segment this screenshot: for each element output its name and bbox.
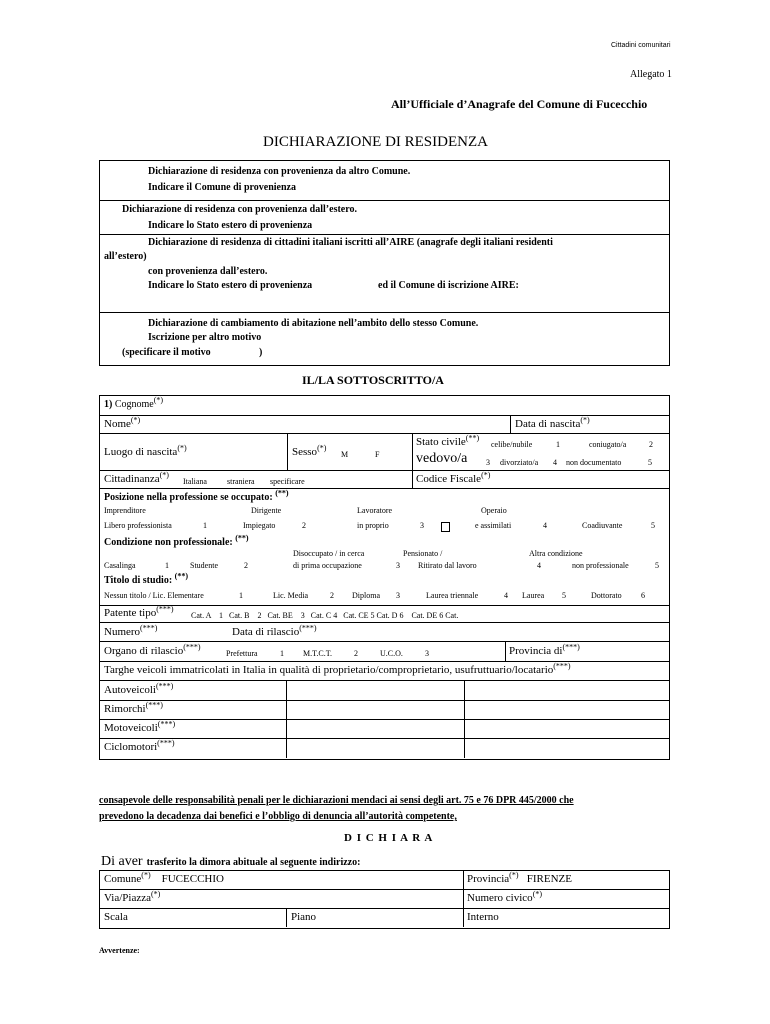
row-line (99, 433, 669, 434)
row-line (99, 605, 669, 606)
code: 5 (648, 458, 652, 467)
opt-lic-media[interactable]: Lic. Media (273, 591, 309, 600)
option-text: ) (259, 347, 263, 358)
opt-lavoratore[interactable]: Lavoratore (357, 506, 393, 515)
option-text: Indicare lo Stato estero di provenienza (148, 280, 313, 291)
col-line (286, 680, 287, 758)
opt-studente[interactable]: Studente (190, 561, 218, 570)
opt-laurea[interactable]: Laurea (522, 591, 545, 600)
dichiara-heading: D I C H I A R A (344, 832, 434, 844)
posizione-label: Posizione nella professione se occupato: (**) (104, 488, 289, 503)
checkbox-icon[interactable] (441, 518, 450, 536)
addressee: All’Ufficiale d’Anagrafe del Comune di Fucecchio (391, 97, 648, 111)
code: 3 (396, 591, 400, 600)
option-text: Indicare il Comune di provenienza (148, 182, 296, 193)
patente-label: Patente tipo(***) (104, 604, 174, 619)
option-estero[interactable]: Dichiarazione di residenza con provenienza dall’estero. (122, 204, 357, 215)
row-line (99, 889, 669, 890)
luogo-nascita-label: Luogo di nascita(*) (104, 443, 187, 458)
code: 4 (504, 591, 508, 600)
code: 5 (562, 591, 566, 600)
row-line (99, 488, 669, 489)
opt-celibe[interactable]: celibe/nubile (491, 440, 533, 449)
row-line (99, 738, 669, 739)
option-cambio-abitazione[interactable]: Dichiarazione di cambiamento di abitazione nell’ambito dello stesso Comune. (148, 318, 479, 329)
opt-disoccupato[interactable]: Disoccupato / in cerca (293, 549, 365, 558)
numero-label: Numero(***) (104, 623, 158, 638)
opt-mctc[interactable]: M.T.C.T. (303, 649, 333, 658)
code: 5 (655, 561, 659, 570)
col-line (505, 641, 506, 661)
opt-imprenditore[interactable]: Imprenditore (104, 506, 146, 515)
via-field[interactable]: Via/Piazza(*) (104, 889, 161, 904)
divider (99, 200, 669, 201)
provincia-field[interactable]: Provincia(*) FIRENZE (467, 870, 572, 885)
code: 4 (543, 521, 547, 530)
row-line (99, 470, 669, 471)
row-line (99, 908, 669, 909)
code: 1 (239, 591, 243, 600)
opt-operaio[interactable]: Operaio (481, 506, 507, 515)
col-line (464, 680, 465, 758)
col-line (412, 433, 413, 488)
option-text: (specificare il motivo (122, 347, 211, 358)
cittadinanza-label: Cittadinanza(*) (104, 470, 169, 485)
data-nascita-label: Data di nascita(*) (515, 415, 590, 430)
opt-assimilati: e assimilati (475, 521, 512, 530)
numero-civico-field[interactable]: Numero civico(*) (467, 889, 543, 904)
col-line (463, 870, 464, 927)
provincia-rilascio-label: Provincia di(***) (509, 642, 580, 657)
consapevole-line1: consapevole delle responsabilità penali per le dichiarazioni mendaci ai sensi degli art. 75 e 76 DPR 445/2000 che (99, 795, 574, 806)
sesso-label: Sesso(*) (292, 443, 327, 458)
code: 4 (537, 561, 541, 570)
allegato-label: Allegato 1 (630, 69, 672, 80)
patente-types[interactable]: Cat. A 1 Cat. B 2 Cat. BE 3 Cat. C 4 Cat. CE 5 Cat. D 6 Cat. DE 6 Cat. (191, 611, 459, 620)
code: 2 (649, 440, 653, 449)
code: 2 (330, 591, 334, 600)
option-altro-comune[interactable]: Dichiarazione di residenza con provenienza da altro Comune. (148, 166, 411, 177)
opt-coadiuvante[interactable]: Coadiuvante (582, 521, 623, 530)
option-text: ed il Comune di iscrizione AIRE: (378, 280, 519, 291)
option-text: Indicare lo Stato estero di provenienza (148, 220, 313, 231)
code: 3 (420, 521, 424, 530)
col-line (287, 433, 288, 470)
di-aver-line: Di aver trasferito la dimora abituale al seguente indirizzo: (101, 854, 361, 869)
code: 3 (486, 458, 490, 467)
targhe-label: Targhe veicoli immatricolati in Italia in qualità di proprietario/comproprietario, usufruttuario/locatario(***) (104, 661, 571, 676)
interno-field[interactable]: Interno (467, 911, 499, 923)
titolo-label: Titolo di studio: (**) (104, 571, 188, 586)
opt-impiegato[interactable]: Impiegato (243, 521, 276, 530)
page-title: DICHIARAZIONE DI RESIDENZA (263, 134, 488, 150)
scala-field[interactable]: Scala (104, 911, 128, 923)
opt-non-documentato[interactable]: non documentato (566, 458, 622, 467)
opt-nessun-titolo[interactable]: Nessun titolo / Lic. Elementare (104, 591, 204, 600)
opt-laurea-triennale[interactable]: Laurea triennale (426, 591, 479, 600)
data-rilascio-label: Data di rilascio(***) (232, 623, 317, 638)
option-altro-motivo[interactable]: Iscrizione per altro motivo (148, 332, 262, 343)
sesso-m[interactable]: M (341, 450, 349, 459)
row-line (99, 719, 669, 720)
specificare-label: specificare (270, 477, 305, 486)
code: 1 (556, 440, 560, 449)
ciclomotori-label: Ciclomotori(***) (104, 738, 175, 753)
codice-fiscale-label: Codice Fiscale(*) (416, 470, 491, 485)
organo-label: Organo di rilascio(***) (104, 642, 201, 657)
row-line (99, 661, 669, 662)
code: 2 (354, 649, 358, 658)
comune-field[interactable]: Comune(*) FUCECCHIO (104, 870, 224, 885)
motoveicoli-label: Motoveicoli(***) (104, 719, 176, 734)
code: 1 (165, 561, 169, 570)
piano-field[interactable]: Piano (291, 911, 317, 923)
category-label: Cittadini comunitari (611, 42, 671, 49)
rimorchi-label: Rimorchi(***) (104, 700, 163, 715)
opt-uco[interactable]: U.C.O. (380, 649, 403, 658)
opt-italiana[interactable]: Italiana (183, 477, 207, 486)
stato-civile-label: Stato civile(**) (416, 433, 480, 448)
option-text: all’estero) (104, 251, 147, 262)
condizione-label: Condizione non professionale: (**) (104, 533, 249, 548)
consapevole-line2: prevedono la decadenza dai benefici e l’obbligo di denuncia all’autorità competente, (99, 811, 457, 822)
opt-vedovo[interactable]: vedovo/a (416, 451, 468, 466)
row-line (99, 680, 669, 681)
code: 3 (425, 649, 429, 658)
code: 2 (244, 561, 248, 570)
opt-diploma[interactable]: Diploma (352, 591, 380, 600)
opt-pensionato[interactable]: Pensionato / (403, 549, 443, 558)
opt-casalinga[interactable]: Casalinga (104, 561, 136, 570)
opt-divorziato[interactable]: divorziato/a (500, 458, 539, 467)
autoveicoli-label: Autoveicoli(***) (104, 681, 174, 696)
code: 6 (641, 591, 645, 600)
opt-text: di prima occupazione (293, 561, 362, 570)
avvertenze-label: Avvertenze: (99, 946, 140, 955)
opt-altra-condizione[interactable]: Altra condizione (529, 549, 583, 558)
code: 4 (553, 458, 557, 467)
opt-dottorato[interactable]: Dottorato (591, 591, 622, 600)
option-text: con provenienza dall’estero. (148, 266, 268, 277)
code: 5 (651, 521, 655, 530)
code: 1 (280, 649, 284, 658)
row-line (99, 700, 669, 701)
nome-label: Nome(*) (104, 415, 141, 430)
opt-libero-professionista[interactable]: Libero professionista (104, 521, 172, 530)
row-line (99, 622, 669, 623)
col-line (510, 415, 511, 433)
divider (99, 312, 669, 313)
code: 1 (203, 521, 207, 530)
cognome-label: 1) Cognome(*) (104, 395, 164, 410)
code: 2 (302, 521, 306, 530)
sesso-f[interactable]: F (375, 450, 380, 459)
section-title: IL/LA SOTTOSCRITTO/A (302, 373, 444, 387)
option-aire[interactable]: Dichiarazione di residenza di cittadini italiani iscritti all’AIRE (anagrafe degli italiani residenti (148, 237, 553, 248)
col-line (286, 908, 287, 927)
opt-straniera[interactable]: straniera (227, 477, 255, 486)
opt-text: non professionale (572, 561, 629, 570)
opt-text: Ritirato dal lavoro (418, 561, 477, 570)
opt-coniugato[interactable]: coniugato/a (589, 440, 627, 449)
opt-in-proprio: in proprio (357, 521, 389, 530)
opt-dirigente[interactable]: Dirigente (251, 506, 282, 515)
divider (99, 234, 669, 235)
opt-prefettura[interactable]: Prefettura (226, 649, 258, 658)
code: 3 (396, 561, 400, 570)
